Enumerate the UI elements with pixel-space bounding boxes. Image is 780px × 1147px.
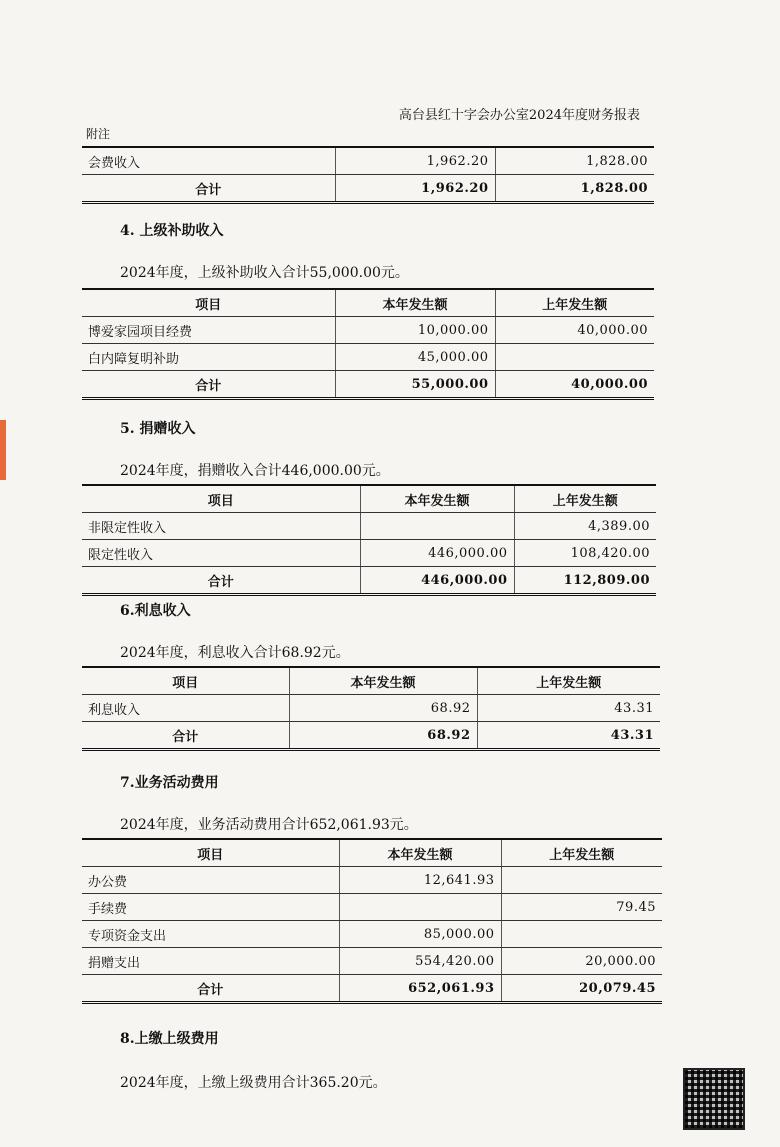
table-row (82, 948, 662, 975)
row-current: 446,000.00 (360, 540, 514, 567)
row-prior (501, 867, 662, 894)
row-item: 非限定性收入 (82, 513, 360, 540)
total-row (82, 371, 654, 399)
row-prior: 79.45 (501, 894, 662, 921)
row-prior: 108,420.00 (514, 540, 656, 567)
total-label: 合计 (82, 975, 339, 1003)
total-prior: 112,809.00 (514, 567, 656, 595)
section-6-heading: 6.利息收入 (120, 603, 191, 619)
table-header (82, 667, 660, 695)
table-header (82, 289, 654, 317)
note-label: 附注 (86, 127, 111, 141)
row-prior: 20,000.00 (501, 948, 662, 975)
col-prior-header: 上年发生额 (501, 839, 662, 867)
col-item-header: 项目 (82, 485, 360, 513)
row-item: 博爱家园项目经费 (82, 317, 335, 344)
total-prior: 40,000.00 (495, 371, 654, 399)
section-4-summary: 2024年度，上级补助收入合计55,000.00元。 (120, 265, 409, 281)
total-current: 446,000.00 (360, 567, 514, 595)
col-item-header: 项目 (82, 289, 335, 317)
row-current: 12,641.93 (339, 867, 501, 894)
col-prior-header: 上年发生额 (514, 485, 656, 513)
col-prior-header: 上年发生额 (477, 667, 660, 695)
total-row (82, 567, 656, 595)
superior-subsidy-table (82, 288, 654, 400)
section-5-summary: 2024年度，捐赠收入合计446,000.00元。 (120, 463, 390, 479)
total-current: 55,000.00 (335, 371, 495, 399)
row-current: 45,000.00 (335, 344, 495, 371)
row-item: 会费收入 (82, 147, 335, 175)
total-prior: 20,079.45 (501, 975, 662, 1003)
row-prior: 43.31 (477, 695, 660, 722)
col-prior-header: 上年发生额 (495, 289, 654, 317)
row-item: 白内障复明补助 (82, 344, 335, 371)
section-5-heading: 5. 捐赠收入 (120, 421, 196, 437)
section-7-summary: 2024年度，业务活动费用合计652,061.93元。 (120, 817, 418, 833)
table-row (82, 540, 656, 567)
total-prior: 1,828.00 (495, 175, 654, 203)
section-8-summary: 2024年度，上缴上级费用合计365.20元。 (120, 1075, 387, 1091)
total-current: 68.92 (289, 722, 477, 750)
table-row (82, 317, 654, 344)
table-row (82, 147, 654, 175)
table-row (82, 894, 662, 921)
row-prior: 1,828.00 (495, 147, 654, 175)
qr-code-icon (683, 1068, 745, 1130)
row-item: 利息收入 (82, 695, 289, 722)
table-row (82, 513, 656, 540)
row-item: 限定性收入 (82, 540, 360, 567)
total-prior: 43.31 (477, 722, 660, 750)
table-header (82, 839, 662, 867)
total-label: 合计 (82, 722, 289, 750)
total-current: 652,061.93 (339, 975, 501, 1003)
row-current: 68.92 (289, 695, 477, 722)
row-current: 1,962.20 (335, 147, 495, 175)
col-current-header: 本年发生额 (360, 485, 514, 513)
row-current (360, 513, 514, 540)
row-item: 手续费 (82, 894, 339, 921)
table-row (82, 344, 654, 371)
row-prior: 40,000.00 (495, 317, 654, 344)
col-item-header: 项目 (82, 839, 339, 867)
donation-income-table (82, 484, 656, 596)
table-header (82, 485, 656, 513)
row-item: 办公费 (82, 867, 339, 894)
section-6-summary: 2024年度，利息收入合计68.92元。 (120, 645, 350, 661)
total-label: 合计 (82, 567, 360, 595)
col-current-header: 本年发生额 (335, 289, 495, 317)
row-current: 85,000.00 (339, 921, 501, 948)
section-8-heading: 8.上缴上级费用 (120, 1031, 219, 1047)
section-7-heading: 7.业务活动费用 (120, 775, 219, 791)
row-prior (495, 344, 654, 371)
total-label: 合计 (82, 175, 335, 203)
report-header: 高台县红十字会办公室2024年度财务报表 (398, 108, 640, 123)
total-row (82, 722, 660, 750)
row-prior: 4,389.00 (514, 513, 656, 540)
col-current-header: 本年发生额 (339, 839, 501, 867)
row-current: 10,000.00 (335, 317, 495, 344)
row-current: 554,420.00 (339, 948, 501, 975)
total-row (82, 175, 654, 203)
row-item: 专项资金支出 (82, 921, 339, 948)
row-prior (501, 921, 662, 948)
table-row (82, 695, 660, 722)
col-current-header: 本年发生额 (289, 667, 477, 695)
total-current: 1,962.20 (335, 175, 495, 203)
total-label: 合计 (82, 371, 335, 399)
table-row (82, 867, 662, 894)
business-activity-expense-table (82, 838, 662, 1004)
col-item-header: 项目 (82, 667, 289, 695)
membership-fee-table (82, 146, 654, 204)
row-current (339, 894, 501, 921)
page-edge-mark (0, 420, 6, 480)
interest-income-table (82, 666, 660, 751)
section-4-heading: 4. 上级补助收入 (120, 223, 224, 239)
table-row (82, 921, 662, 948)
row-item: 捐赠支出 (82, 948, 339, 975)
total-row (82, 975, 662, 1003)
